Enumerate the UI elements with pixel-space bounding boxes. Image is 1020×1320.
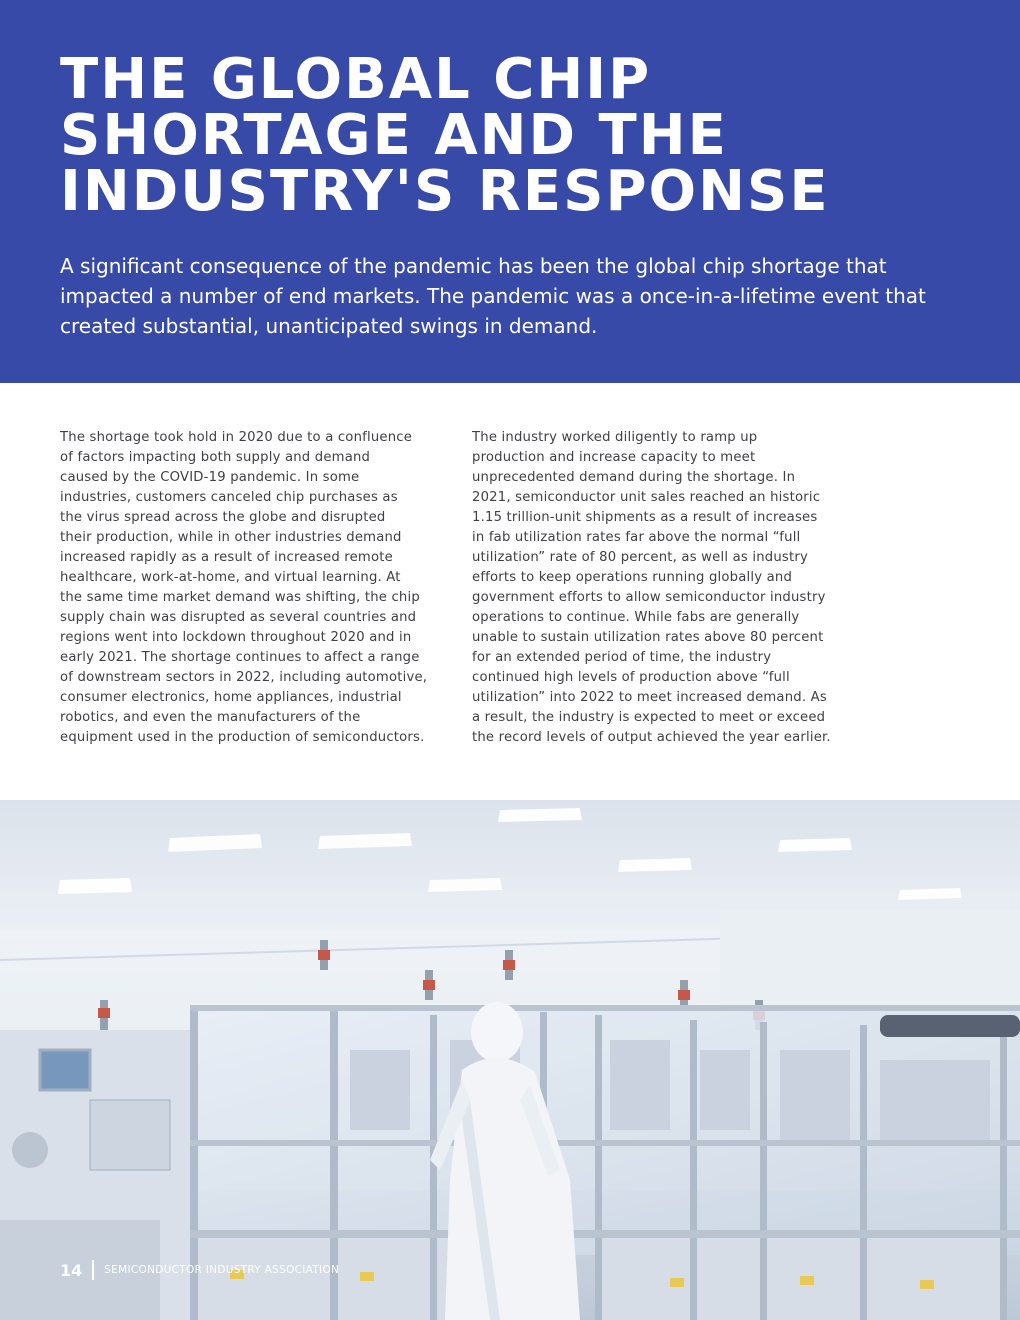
lede-line: impacted a number of end markets. The pandemic was a once-in-a-lifetime event that	[60, 284, 926, 308]
body-line: operations to continue. While fabs are generally	[472, 610, 800, 625]
body-line: consumer electronics, home appliances, industrial	[60, 690, 402, 705]
page-number: 14	[60, 1260, 83, 1280]
page-title	[60, 47, 960, 224]
body-line: increased rapidly as a result of increased remote	[60, 550, 393, 565]
body-line: The shortage took hold in 2020 due to a confluence	[60, 430, 413, 445]
lede-line: A significant consequence of the pandemic has been the global chip shortage that	[60, 254, 887, 278]
body-line: early 2021. The shortage continues to affect a range	[60, 650, 420, 665]
body-line: unprecedented demand during the shortage. In	[472, 470, 796, 485]
title-line: THE GLOBAL CHIP	[60, 47, 652, 112]
cleanroom-photo	[0, 800, 1020, 1320]
body-line: the record levels of output achieved the year earlier.	[472, 730, 831, 745]
body-line: 1.15 trillion-unit shipments as a result of increases	[472, 510, 818, 525]
cleanroom-illustration	[0, 800, 1020, 1320]
body-line: equipment used in the production of semiconductors.	[60, 730, 425, 745]
body-line: efforts to keep operations running globally and	[472, 570, 793, 585]
body-line: supply chain was disrupted as several countries and	[60, 610, 417, 625]
body-line: a result, the industry is expected to meet or exceed	[472, 710, 826, 725]
body-line: for an extended period of time, the industry	[472, 650, 772, 665]
body-line: caused by the COVID-19 pandemic. In some	[60, 470, 360, 485]
body-line: the virus spread across the globe and disrupted	[60, 510, 386, 525]
title-line: INDUSTRY'S RESPONSE	[60, 159, 830, 224]
body-line: in fab utilization rates far above the normal “full	[472, 530, 801, 545]
title-line: SHORTAGE AND THE	[60, 103, 728, 168]
body-line: utilization” into 2022 to meet increased demand. As	[472, 690, 827, 705]
body-line: healthcare, work-at-home, and virtual learning. At	[60, 570, 401, 585]
body-line: their production, while in other industries demand	[60, 530, 402, 545]
body-line: government efforts to allow semiconductor industry	[472, 590, 826, 605]
lede-paragraph	[60, 251, 980, 341]
page-footer	[60, 1258, 339, 1282]
publisher-name: SEMICONDUCTOR INDUSTRY ASSOCIATION	[104, 1264, 340, 1276]
body-column-left	[60, 428, 460, 748]
lede-line: created substantial, unanticipated swings in demand.	[60, 314, 598, 338]
body-line: utilization” rate of 80 percent, as well as industry	[472, 550, 808, 565]
body-line: of factors impacting both supply and demand	[60, 450, 371, 465]
body-line: continued high levels of production above “full	[472, 670, 790, 685]
body-line: robotics, and even the manufacturers of the	[60, 710, 361, 725]
body-line: 2021, semiconductor unit sales reached an historic	[472, 490, 821, 505]
body-line: of downstream sectors in 2022, including automotive,	[60, 670, 428, 685]
body-line: The industry worked diligently to ramp up	[472, 430, 758, 445]
body-line: industries, customers canceled chip purchases as	[60, 490, 398, 505]
body-line: regions went into lockdown throughout 2020 and in	[60, 630, 412, 645]
body-column-right	[472, 428, 872, 748]
body-line: production and increase capacity to meet	[472, 450, 756, 465]
header-banner	[0, 0, 1020, 383]
body-line: the same time market demand was shifting, the chip	[60, 590, 420, 605]
footer-divider	[92, 1260, 94, 1280]
body-line: unable to sustain utilization rates above 80 percent	[472, 630, 824, 645]
